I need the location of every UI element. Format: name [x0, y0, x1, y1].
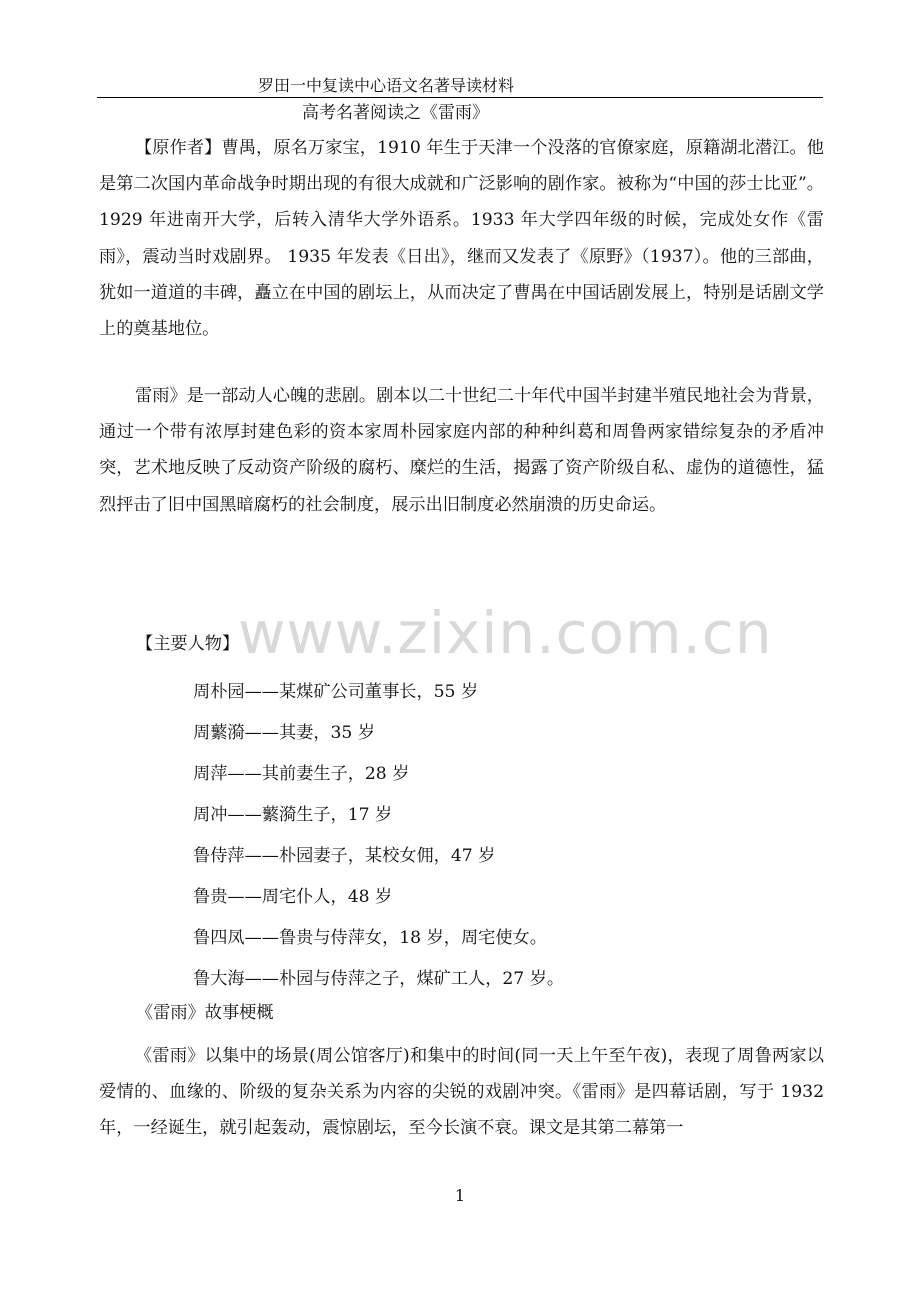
character-item: 鲁大海——朴园与侍萍之子，煤矿工人，27 岁。: [193, 969, 565, 989]
characters-heading: 【主要人物】: [136, 634, 240, 654]
page-number: 1: [454, 1186, 466, 1205]
character-item: 鲁侍萍——朴园妻子，某校女佣，47 岁: [193, 846, 496, 866]
header-rule: [97, 97, 823, 98]
character-item: 鲁四凤——鲁贵与侍萍女，18 岁，周宅使女。: [193, 928, 547, 948]
page-header: 罗田一中复读中心语文名著导读材料: [258, 76, 515, 95]
story-paragraph: 《雷雨》以集中的场景(周公馆客厅)和集中的时间(同一天上午至午夜)，表现了周鲁两家以爱情的、血缘的、阶级的复杂关系为内容的尖锐的戏剧冲突。《雷雨》是四幕话剧，写于 1932 年，一经诞生，就引起轰动，震惊剧坛，至今长演不衰。课文是其第二幕第一: [99, 1046, 824, 1139]
character-list: [193, 672, 564, 1000]
character-item: 周冲——蘩漪生子，17 岁: [193, 805, 393, 825]
watermark: www.zixin.com.cn: [238, 599, 773, 667]
author-paragraph: 【原作者】曹禺，原名万家宝，1910 年生于天津一个没落的官僚家庭，原籍湖北潜江。他是第二次国内革命战争时期出现的有很大成就和广泛影响的剧作家。被称为“中国的莎士比亚”。 1929 年进南开大学，后转入清华大学外语系。1933 年大学四年级的时候，完成处女作《雷雨》，震动当时戏剧界。 1935 年发表《日出》，继而又发表了《原野》（1937）。他的三部曲，犹如一道道的丰碑，矗立在中国的剧坛上，从而决定了曹禺在中国话剧发展上，特别是话剧文学上的奠基地位。: [99, 138, 824, 340]
character-item: 周蘩漪——其妻，35 岁: [193, 723, 376, 743]
story-heading: 《雷雨》故事梗概: [136, 1003, 274, 1023]
intro-paragraph: 雷雨》是一部动人心魄的悲剧。剧本以二十世纪二十年代中国半封建半殖民地社会为背景，通过一个带有浓厚封建色彩的资本家周朴园家庭内部的种种纠葛和周鲁两家错综复杂的矛盾冲突，艺术地反映了反动资产阶级的腐朽、糜烂的生活，揭露了资产阶级自私、虚伪的道德性，猛烈抨击了旧中国黑暗腐朽的社会制度，展示出旧制度必然崩溃的历史命运。: [99, 386, 824, 515]
document-title: 高考名著阅读之《雷雨》: [302, 103, 489, 123]
character-item: 周萍——其前妻生子，28 岁: [193, 764, 410, 784]
character-item: 周朴园——某煤矿公司董事长，55 岁: [193, 682, 479, 702]
character-item: 鲁贵——周宅仆人，48 岁: [193, 887, 393, 907]
